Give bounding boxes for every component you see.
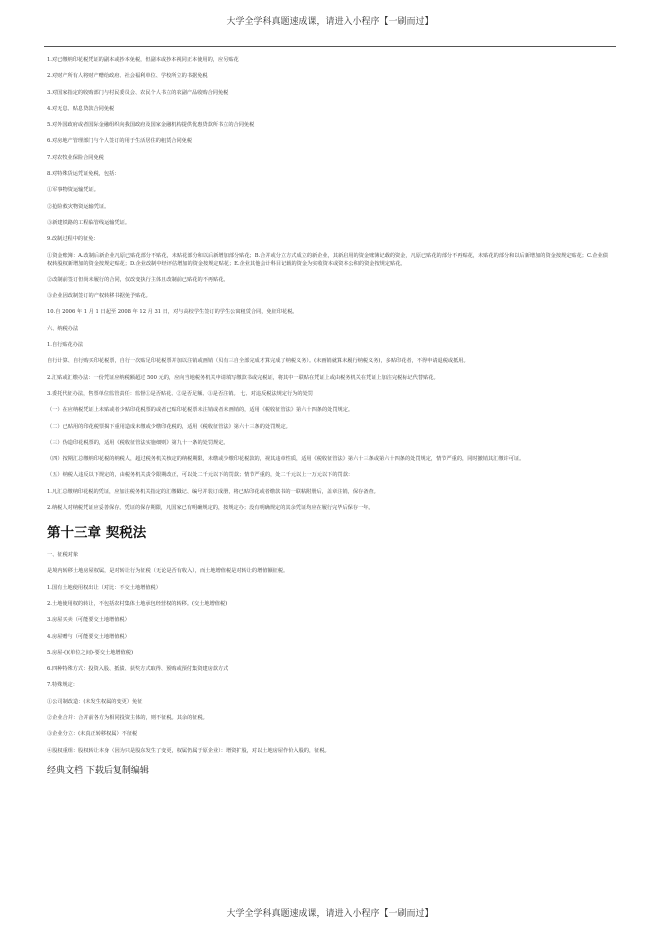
text-line: ②企业合并：合并前各方为相同投资主体的，则不征税。其余的征税。 bbox=[47, 714, 208, 721]
page-header: 大学全学科真题速成课，请进入小程序【一刷而过】 bbox=[226, 17, 434, 27]
exemption-list bbox=[47, 56, 613, 243]
text-line: 2.汇贴或汇缴办法：一份凭证应纳税额超过 500 元的，应向当地税务机关申请填写缴款书或完税证，将其中一联贴在凭证上或由税务机关在凭证上加注完税标记代替贴花。 bbox=[47, 374, 439, 381]
text-line: 2.对财产所有人将财产赠给政府、社会福利单位、学校所立的书据免税 bbox=[47, 73, 208, 80]
text-line: 5.房屋-()(单位之间)-要交土地增值税) bbox=[47, 649, 134, 656]
text-line: （三）伪造印花税票的，适用《税收征管法实施细则》第九十一条的处罚规定。 bbox=[47, 439, 229, 446]
footer-note: 经典文档 下载后复制编辑 bbox=[47, 765, 149, 776]
text-line: 6.对房地产管理部门与个人签订的用于生活居住的租赁合同免税 bbox=[47, 138, 193, 145]
chapter-title: 第十三章 契税法 bbox=[47, 525, 147, 542]
text-line: ③新建铁路的工程临管线运输凭证。 bbox=[47, 219, 131, 226]
text-line: 3.房屋买卖（可能要交土地增值税） bbox=[47, 617, 130, 624]
text-line: 10.自 2006 年 1 月 1 日起至 2008 年 12 月 31 日，对与高校学生签订的学生公寓租赁合同，免征印花税。 bbox=[47, 309, 298, 316]
text-line: 2.纳税人对纳税凭证应妥善保存。凭证的保存期限，凡国家已有明确规定的，按规定办；没有明确规定的其余凭证均应在履行完毕后保存一年。 bbox=[47, 505, 374, 512]
paragraph-capital-account: ①资金账簿：A.改制后新企业凡原已贴花部分不贴花，未贴花部分和以后新增加部分贴花；B.合并或分立方式成立的新企业，其新启用的资金账簿记载的资金，凡原已贴花的部分不再贴花，未贴花的部分和以后新增加的资金按规定贴花；C.企业债权转股权新增加的资金按规定贴花；D.企业改制中经评估增加的资金按规定贴花；E.企业其他会计科目记载的资金为实收资本或资本公积的资金按规定贴花。 bbox=[47, 252, 608, 267]
text-line: ①公司制改造：(未发生权属的变更）免征 bbox=[47, 698, 143, 705]
penalty-list bbox=[47, 471, 613, 512]
text-line: ③企业分立：(未真正转移权属）不征税 bbox=[47, 731, 138, 738]
payment-methods-list bbox=[47, 276, 613, 447]
text-line: （一）在应纳税凭证上未贴或者少贴印花税票的或者已贴印花税票未注销或者未画销的，适用《税收征管法》第六十四条的处罚规定。 bbox=[47, 407, 354, 414]
text-line: 是境内转移土地房屋权属，是对转让行为征税（无论是否有收入），而土地增值税是对转让的增值额征税。 bbox=[47, 568, 289, 575]
text-line: 4.对无息、贴息贷款合同免税 bbox=[47, 105, 115, 112]
text-line: 1.凡汇总缴纳印花税的凭证，应加注税务机关指定的汇缴戳记、编号并装订成册，将已贴印花或者缴款书的一联粘附册后，盖章注销，保存备查。 bbox=[47, 488, 379, 495]
text-line: 4.房屋赠与（可能要交土地增值税） bbox=[47, 633, 130, 640]
text-line: 六、纳税办法 bbox=[47, 325, 79, 332]
document-body bbox=[47, 56, 613, 776]
text-line: （五）纳税人违反以下规定的，由税务机关责令限期改正，可以处二千元以下的罚款；情节严重的，处二千元以上一万元以下的罚款： bbox=[47, 472, 354, 479]
text-line: 2.土地使用权的转让，不包括农村集体土地承包经营权的转移。(交土地增值税) bbox=[47, 600, 228, 607]
paragraph-penalty-four: （四）按期汇总缴纳印花税的纳税人，超过税务机关核定的纳税期限，未缴或少缴印花税款的，视其违章性质，适用《税收征管法》第六十三条或第六十四条的处罚规定，情节严重的，同时撤销其汇缴许可证。 bbox=[47, 456, 525, 463]
text-line: 7.对农牧业保险合同免税 bbox=[47, 154, 104, 161]
deed-tax-list bbox=[47, 551, 613, 755]
text-line: ②改制前签订但尚未履行的合同，仅改变执行主体且改制前已贴花的不再贴花。 bbox=[47, 276, 229, 283]
text-line: 1.对已缴纳印花税凭证的副本或抄本免税，但副本或抄本视同正本使用的，应另贴花 bbox=[47, 57, 239, 63]
text-line: 1.国有土地使用权出让（对比：不交土地增值税） bbox=[47, 584, 161, 591]
text-line: 3.对国家指定的收购部门与村民委员会、农民个人书立的农副产品收购合同免税 bbox=[47, 89, 229, 96]
text-line: 8.对特殊货运凭证免税，包括： bbox=[47, 171, 120, 178]
text-line: （二）已贴用的印花税票揭下重用造成未缴或少缴印花税的，适用《税收征管法》第六十三条的处罚规定。 bbox=[47, 423, 291, 430]
text-line: 6.四种特殊方式：投资入股、抵债、获奖方式取得、预购或预付集资建房款方式 bbox=[47, 666, 229, 673]
text-line: 3.委托代征办法，售票单位监管责任：监督①是否贴花、②是否足额、③是否注销。 七、对违反税法规定行为的处罚 bbox=[47, 390, 313, 397]
text-line: 自行计算、自行购买印花税票，自行一次贴足印花税票并加以注销或画销（贝有三自全部完成才算完成了纳税义务）。(未画销就算未履行纳税义务)，多贴印花者，不得申请退税或抵用。 bbox=[47, 358, 469, 365]
text-line: 7.特殊规定： bbox=[47, 682, 78, 689]
text-line: 1.自行贴花办法 bbox=[47, 342, 84, 349]
text-line: ①军事物资运输凭证。 bbox=[47, 187, 99, 194]
text-line: 一、征税对象 bbox=[47, 552, 79, 559]
text-line: ②抢险救灾物资运输凭证。 bbox=[47, 203, 110, 210]
header-divider bbox=[44, 46, 616, 47]
text-line: 5.对外国政府或者国际金融组织向我国政府及国家金融机构提供优惠贷款所书立的合同免税 bbox=[47, 122, 255, 129]
text-line: ④股权重组：股权转让本身（因为只是股东发生了变更，权属仍属于原企业）：增资扩股，对以土地房屋作价入股的，征税。 bbox=[47, 747, 330, 754]
page-footer: 大学全学科真题速成课，请进入小程序【一刷而过】 bbox=[226, 909, 434, 919]
text-line: 9.改制过程中的征免： bbox=[47, 236, 99, 243]
text-line: ③企业因改制签订的产权转移书据免予贴花。 bbox=[47, 293, 151, 300]
